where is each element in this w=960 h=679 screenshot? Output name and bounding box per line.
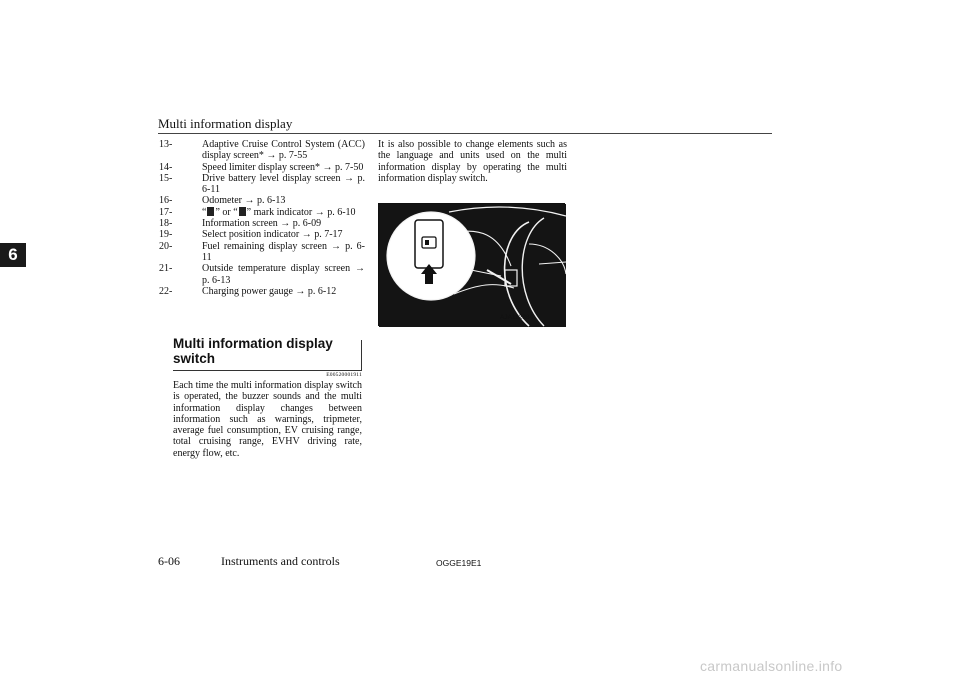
- dashboard-illustration: [379, 204, 566, 327]
- header-rule: [158, 133, 772, 134]
- switch-location-figure: [378, 203, 565, 326]
- list-item: [159, 195, 365, 207]
- list-item: [159, 285, 365, 297]
- list-item-number: 21-: [159, 263, 173, 275]
- list-item: [159, 172, 365, 196]
- list-item: [159, 206, 365, 218]
- watermark: carmanualsonline.info: [700, 658, 843, 674]
- list-item: [159, 263, 365, 286]
- list-item-number: 15-: [159, 172, 173, 184]
- list-item-text: Fuel remaining display screen → p. 6-11: [202, 240, 365, 263]
- list-item-number: 14-: [159, 161, 173, 173]
- reference-list: [159, 139, 365, 297]
- list-item: [159, 229, 365, 241]
- list-item-number: 16-: [159, 195, 173, 207]
- section-paragraph: Each time the multi information display switch is operated, the buzzer sounds and the multi information display changes between information such as warnings, tripmeter, average fuel consumption, EV cruising range, total cruising range, EVHV driving rate, energy flow, etc.: [173, 380, 362, 459]
- list-item-number: 13-: [159, 139, 173, 150]
- page-header-title: Multi information display: [158, 116, 293, 131]
- list-item-number: 18-: [159, 218, 173, 230]
- list-item-text: Outside temperature display screen → p. 6-13: [202, 263, 365, 286]
- list-item-text: Adaptive Cruise Control System (ACC) display screen* → p. 7-55: [202, 139, 365, 162]
- section-code: E00520001911: [326, 372, 362, 378]
- figure-label: AJA112884: [500, 314, 534, 321]
- list-item-number: 19-: [159, 229, 173, 241]
- right-column-paragraph: It is also possible to change elements such as the language and units used on the multi information display by operating the multi information display switch.: [378, 139, 567, 184]
- list-item-number: 22-: [159, 285, 173, 297]
- list-item-text-pre: “: [202, 206, 207, 218]
- footer-section-title: Instruments and controls: [221, 554, 340, 568]
- section-heading: Multi information display switch: [173, 336, 333, 366]
- ev-mark-icon: [239, 207, 246, 216]
- eco-mark-icon: [207, 207, 214, 216]
- list-item-text: [202, 207, 365, 218]
- list-item-text-post: ” mark indicator → p. 6-10: [246, 206, 356, 218]
- list-item-text: Odometer → p. 6-13: [202, 195, 286, 207]
- list-item: [159, 161, 365, 173]
- list-item-text: Information screen → p. 6-09: [202, 218, 322, 230]
- section-heading-rule: [173, 370, 362, 371]
- chapter-tab: 6: [0, 243, 26, 267]
- list-item-text-mid: ” or “: [215, 206, 238, 218]
- list-item-text: Charging power gauge → p. 6-12: [202, 285, 337, 297]
- list-item: [159, 139, 365, 162]
- list-item-text: Select position indicator → p. 7-17: [202, 229, 343, 241]
- list-item-text: Drive battery level display screen → p. 6-11: [202, 172, 365, 196]
- section-heading-rule-vertical: [361, 340, 362, 370]
- list-item: [159, 218, 365, 230]
- list-item-number: 17-: [159, 206, 173, 218]
- list-item-number: 20-: [159, 240, 173, 252]
- list-item-text: Speed limiter display screen* → p. 7-50: [202, 161, 364, 173]
- page-number: 6-06: [158, 554, 180, 568]
- document-code: OGGE19E1: [436, 558, 482, 568]
- list-item: [159, 240, 365, 264]
